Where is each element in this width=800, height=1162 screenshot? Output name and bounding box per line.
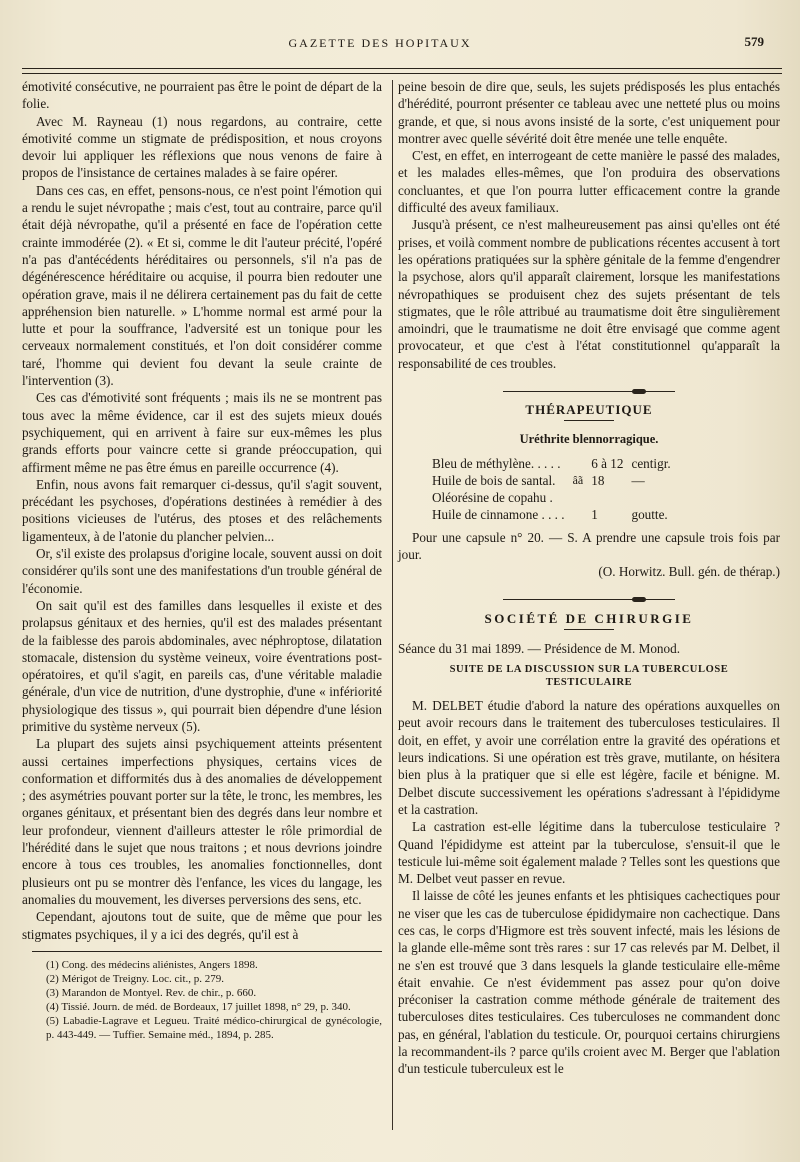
page-number: 579	[744, 34, 764, 49]
societe-title: SOCIÉTÉ DE CHIRURGIE	[484, 610, 694, 626]
title-rule	[564, 629, 614, 630]
section-ornament	[398, 381, 780, 391]
paragraph: Ces cas d'émotivité sont fréquents ; mais ils ne se montrent pas tous avec la même évidence, car il est des sujets mieux doués psychiquement, qui en arrivent à faire sur eux-mêmes les plus grands efforts pour vaincre cette si grande préoccupation, qui affirment même ne pas être émus en pareille occurrence (4).	[22, 390, 382, 475]
paragraph: On sait qu'il est des familles dans lesquelles il existe et des prolapsus génitaux et des hernies, qu'il est des malades présentant de la faiblesse des parois abdominales, avec néphroptose, dilatation stomacale, distension du système veineux, voire éventrations post-opératoires, et qu'il s'agit, en pareils cas, d'une véritable maladie générale, d'un vice de nutrition, d'une dystrophie, d'une « infériorité physiologique des tissus », qui pourrait bien dépendre d'une lésion primitive du système nerveux (5).	[22, 597, 382, 734]
ingredient: Huile de cinnamone . . . .	[432, 506, 565, 522]
recipe-row	[428, 506, 675, 523]
paragraph: C'est, en effet, en interrogeant de cette manière le passé des malades, et les malades elles-mêmes, que l'on produira des observations concluantes, et que l'on pourra lutter efficacement contre la grande difficulté des aveux familiaux.	[398, 148, 780, 216]
brace: âã	[572, 472, 584, 487]
recipe-table	[428, 455, 675, 523]
paragraph: émotivité consécutive, ne pourraient pas être le point de départ de la folie.	[22, 79, 382, 112]
unit: centigr.	[631, 455, 671, 471]
unit: goutte.	[631, 506, 668, 522]
paragraph: Dans ces cas, en effet, pensons-nous, ce n'est point l'émotion qui a rendu le sujet névropathe ; mais c'est, tout au contraire, parce qu'il était déjà névropathe, qu'il a présenté en face de l'opération cette crainte immodérée (2). « Et si, comme le dit l'auteur précité, l'opéré n'a pas d'antécédents héréditaires ou personnels, s'il n'a pas de dégénérescence héréditaire ou acquise, il pourra bien redouter une opération grave, mais il ne délirera certainement pas du fait de cette appréhension bien naturelle. » L'homme normal est armé pour la lutte et pour la souffrance, l'adversité est un tonique pour les cerveaux normalement constitués, et l'on doit considérer comme taré, l'homme qui devient fou devant la seule crainte de l'intervention (3).	[22, 182, 382, 389]
left-column	[22, 78, 382, 1042]
brace	[569, 506, 588, 523]
unit: —	[631, 472, 645, 488]
quantity: 1	[591, 506, 598, 522]
paragraph: M. DELBET étudie d'abord la nature des opérations auxquelles on peut avoir recours dans le traitement des tuberculoses testiculaires. Il doit, en effet, y avoir une corrélation entre la gravité des opérations et leurs indications. Si une opération est très grave, mutilante, on hésitera bien plus à la pratiquer que si elle est légère, facile et bénigne. M. Delbet discute successivement les opérations s'adressant à l'épididyme et la castration.	[398, 698, 780, 817]
section-ornament	[398, 590, 780, 600]
paragraph: Enfin, nous avons fait remarquer ci-dessus, qu'il s'agit souvent, précédant les psychoses, d'opérations destinées à remédier à des positions vicieuses de l'utérus, des ptoses et des relâchements ligamenteux, à de l'atonie du plancher pelvien...	[22, 476, 382, 544]
paragraph: Avec M. Rayneau (1) nous regardons, au contraire, cette émotivité comme un stigmate de prédisposition, et nous croyons devoir lui appliquer les réflexions que nous venons de faire à propos de l'insistance de certaines malades à se faire opérer.	[22, 113, 382, 181]
paragraph: Jusqu'à présent, ce n'est malheureusement pas ainsi qu'elles ont été prises, et voilà comment nombre de publications récentes accusent à tort les opérations pratiquées sur la sphère génitale de la femme d'engendrer la psychose, alors qu'il apparaît clairement, lorsque les manifestations névropathiques se produisent chez des sujets présentant de tels stigmates, que le rôle attribué au traumatisme doit être singulièrement amoindri, que le traumatisme ne doit être envisagé que comme agent provocateur, et que c'est à l'état constitutionnel qu'apparaît la responsabilité de ces troubles.	[398, 217, 780, 371]
quantity	[587, 489, 627, 506]
recipe-row	[428, 489, 675, 506]
therapeutique-title: THÉRAPEUTIQUE	[525, 402, 653, 418]
paragraph: La castration est-elle légitime dans la tuberculose testiculaire ? Quand l'épididyme est atteint par la tuberculose, s'ensuit-il que le testicule lui-même soit également malade ? Telles sont les questions que M. Delbet veut passer en revue.	[398, 819, 780, 887]
header-rule	[22, 68, 782, 69]
ingredient: Oléorésine de copahu .	[432, 489, 553, 505]
paragraph: La plupart des sujets ainsi psychiquement atteints présentent aussi certaines imperfections physiques, certains vices de conformation et difformités dus à des anomalies de développement ; des asymétries pouvant porter sur la tête, le tronc, les membres, les organes génitaux, et présentant bien des degrés dans leur nombre et leur profondeur, viennent d'ailleurs attester le rôle primordial de l'hérédité dans le sujet que nous traitons ; et nous devrions joindre encore à tous ces troubles, les anomalies fonctionnelles, dont plusieurs ont pu se montrer dès l'enfance, les vices du langage, les anomalies du mouvement, les diverses perversions des sens, etc.	[22, 736, 382, 907]
footnote: (2) Mérigot de Treigny. Loc. cit., p. 279.	[46, 972, 225, 985]
paragraph: Cependant, ajoutons tout de suite, que de même que pour les stigmates psychiques, il y a ici des degrés, qu'il est à	[22, 909, 382, 942]
seance-line: Séance du 31 mai 1899. — Présidence de M. Monod.	[398, 640, 681, 656]
footnotes	[46, 958, 382, 1042]
paragraph: Or, s'il existe des prolapsus d'origine locale, souvent aussi on doit considérer qu'ils sont une des manifestations d'un trouble général de l'économie.	[22, 546, 382, 596]
footnote-rule	[32, 951, 382, 952]
footnote: (4) Tissié. Journ. de méd. de Bordeaux, 17 juillet 1898, n° 29, p. 340.	[46, 1000, 351, 1013]
therapeutique-subtitle: Uréthrite blennorragique.	[519, 432, 659, 447]
recipe-row	[428, 472, 675, 489]
footnote: (5) Labadie-Lagrave et Legueu. Traité médico-chirurgical de gynécologie, p. 443-449. — Tuffier. Semaine méd., 1894, p. 285.	[46, 1014, 382, 1041]
recipe-source: (O. Horwitz. Bull. gén. de thérap.)	[598, 564, 780, 580]
paragraph: Il laisse de côté les jeunes enfants et les phtisiques cachectiques pour ne viser que les cas de tuberculose épididymaire non cachectique. Dans ces cas, le corps d'Higmore est très souvent infecté, mais les lésions de la glande elle-même sont très rares : sur 17 cas relevés par M. Delbet, il ne s'en est trouvé que 3 dans lesquels la glande testiculaire elle-même était envahie. Ce n'est évidemment pas assez pour qu'on doive préconiser la castration comme méthode générale de traitement des tuberculoses dites testiculaires. Ces tuberculoses ne commandent donc pas, en général, l'ablation du testicule. Or, pourquoi certains chirurgiens la recommandent-ils ? parce qu'ils croient avec M. Berger que l'ablation d'un testicule tuberculeux est le	[398, 888, 780, 1077]
footnote: (3) Marandon de Montyel. Rev. de chir., p. 660.	[46, 986, 257, 999]
recipe-row	[428, 455, 675, 472]
brace	[569, 489, 588, 506]
header-rule-thin	[22, 73, 782, 74]
paragraph: peine besoin de dire que, seuls, les sujets prédisposés les plus entachés d'hérédité, pourront présenter ce tableau avec une netteté plus ou moins grande, et que, si nous avons insisté de la sorte, c'est uniquement pour montrer avec quelle sévérité doit être menée une telle enquête.	[398, 79, 780, 146]
recipe-instruction: Pour une capsule n° 20. — S. A prendre une capsule trois fois par jour.	[398, 529, 780, 562]
title-rule	[564, 420, 614, 421]
journal-title: GAZETTE DES HOPITAUX	[288, 36, 472, 50]
unit	[627, 489, 674, 506]
footnote: (1) Cong. des médecins aliénistes, Angers 1898.	[46, 958, 258, 971]
brace	[569, 455, 588, 472]
ingredient: Bleu de méthylène. . . . .	[432, 455, 561, 471]
right-column	[398, 78, 780, 1078]
quantity: 18	[591, 472, 605, 488]
column-divider	[392, 80, 393, 1130]
ingredient: Huile de bois de santal.	[432, 472, 556, 488]
quantity: 6 à 12	[591, 455, 624, 471]
discussion-subtitle: SUITE DE LA DISCUSSION SUR LA TUBERCULOSE TESTICULAIRE	[449, 664, 729, 689]
